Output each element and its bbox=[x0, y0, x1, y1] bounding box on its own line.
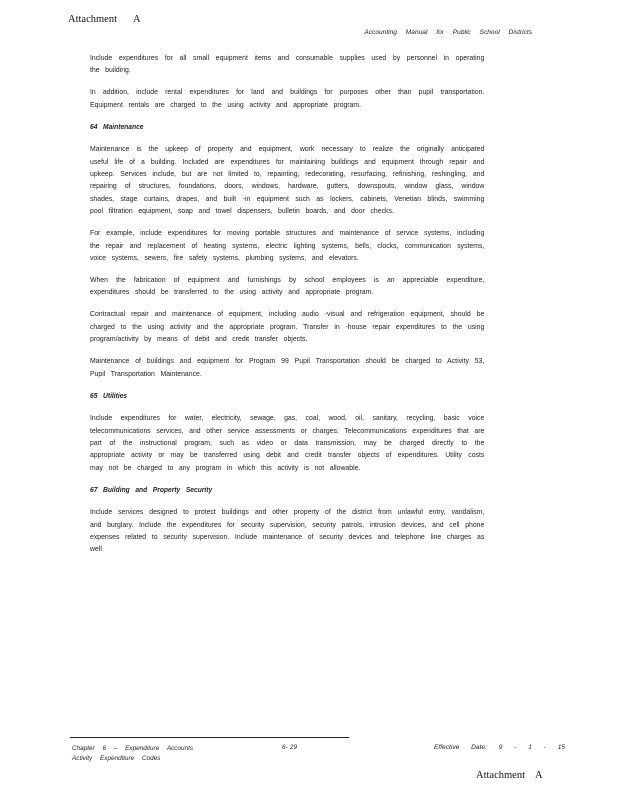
attachment-label-bottom: Attachment A bbox=[476, 770, 543, 781]
effective-date: Effective Date: 9 - 1 - 15 bbox=[434, 744, 566, 751]
page-number: 6- 29 bbox=[282, 744, 298, 751]
footer-chapter-line1: Chapter 6 – Expenditure Accounts bbox=[72, 745, 194, 752]
paragraph-rental: In addition, include rental expenditures for land and buildings for purposes other than pupil transportation. Equipment rentals are charged to the using activity and appropriate program. bbox=[90, 87, 485, 109]
footer-chapter-line2: Activity Expenditure Codes bbox=[72, 755, 161, 762]
footer-divider bbox=[70, 737, 349, 738]
footer-chapter bbox=[72, 744, 193, 764]
paragraph-maintenance-definition: Maintenance is the upkeep of property and equipment, work necessary to realize the originally anticipated useful life of a building. Included are expenditures for maintaining buildings and equipment through repair and upkeep. Services include, but are not limited to, repainting, redecorating, resurfacing, refinishing, reshingling, and repairing of structures, foundations, doors, windows, hardware, gutters, downspouts, window glass, window shades, stage curtains, drapes, and built -in equipment such as lockers, cabinets, Venetian blinds, swimming pool filtration equipment, soap and towel dispensers, bulletin boards, and door checks. bbox=[90, 144, 485, 216]
document-body bbox=[90, 52, 484, 565]
section-heading-utilities: 65 Utilities bbox=[90, 390, 128, 400]
paragraph-small-equipment: Include expenditures for all small equipment items and consumable supplies used by personnel in operating the building. bbox=[90, 53, 485, 75]
paragraph-utilities: Include expenditures for water, electricity, sewage, gas, coal, wood, oil, sanitary, recycling, basic voice telecommunications services, and other service assessments or charges. Telecommunications expenditures that are part of the instructional program, such as video or data transmission, may be charged directly to the appropriate activity or may be transferred using debit and credit transfer objects of expenditures. Utility costs may not be charged to any program in which this activity is not allowable. bbox=[90, 413, 485, 472]
paragraph-transportation-maintenance: Maintenance of buildings and equipment for Program 99 Pupil Transportation should be charged to Activity 53, Pupil Transportation Maintenance. bbox=[90, 356, 485, 378]
paragraph-contractual-repair: Contractual repair and maintenance of equipment, including audio -visual and refrigeration equipment, should be charged to the using activity and the appropriate program. Transfer in -house repair expenditures to the using program/activity by means of debit and credit transfer objects. bbox=[90, 309, 485, 344]
paragraph-fabrication: When the fabrication of equipment and furnishings by school employees is an appreciable expenditure, expenditures should be transferred to the using activity and appropriate program. bbox=[90, 275, 485, 297]
paragraph-security: Include services designed to protect buildings and other property of the district from unlawful entry, vandalism, and burglary. Include the expenditures for security supervision, security patrols, intrusion devices, and cell phone expenses related to security supervision. Include maintenance of security devices and telephone line charges as well bbox=[90, 507, 485, 554]
attachment-label-top: Attachment A bbox=[68, 14, 141, 25]
section-heading-maintenance: 64 Maintenance bbox=[90, 121, 144, 131]
manual-title: Accounting Manual for Public School Districts bbox=[364, 29, 532, 36]
section-heading-security: 67 Building and Property Security bbox=[90, 484, 213, 494]
paragraph-maintenance-example: For example, include expenditures for moving portable structures and maintenance of service systems, including the repair and replacement of heating systems, electric lighting systems, bells, clocks, communication systems, voice systems, sewers, fire safety systems, plumbing systems, and elevators. bbox=[90, 228, 485, 263]
